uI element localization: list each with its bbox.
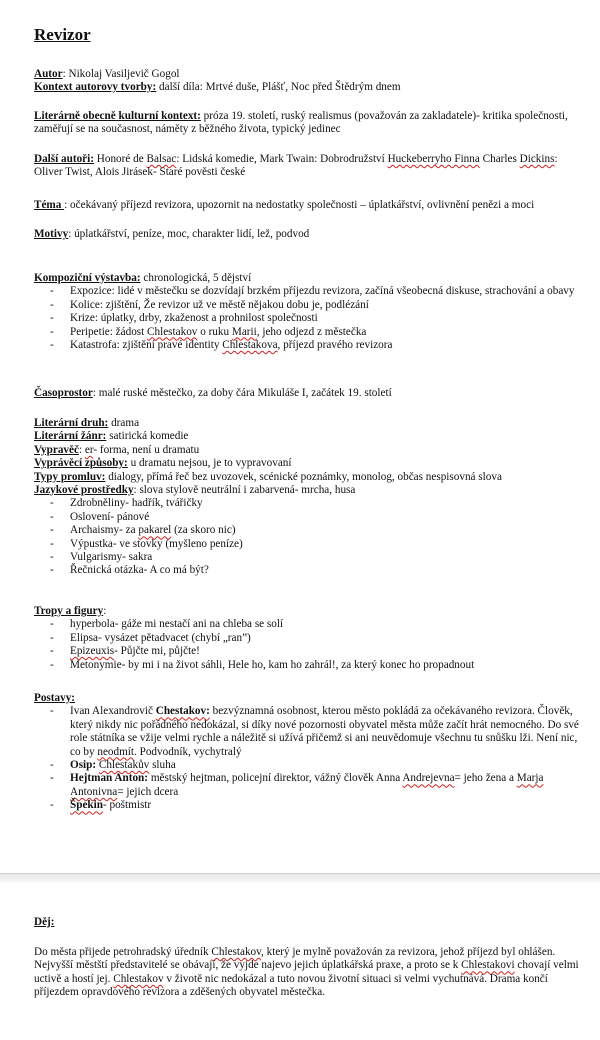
spelling-flag: Chlestakov (113, 972, 164, 985)
text-run: Řečnická otázka- A co má být? (70, 564, 209, 577)
list-item (34, 339, 586, 352)
spelling-flag: Chlestakova (222, 339, 278, 352)
spelling-flag: Chlestakovi (461, 959, 515, 972)
postavy-line (34, 692, 586, 705)
text-run: = jejich dcera (117, 785, 179, 798)
text-run: Krize: úplatky, drby, zkaženost a prohnilost společnosti (70, 312, 318, 325)
dej-label: Děj: (34, 916, 55, 928)
promluv-line (34, 471, 586, 484)
text-run: sluha (149, 759, 176, 772)
druh-label: Literární druh: (34, 417, 109, 429)
dalsi-autori-paragraph (34, 153, 586, 180)
tropy-label: Tropy a figury (34, 605, 104, 617)
list-item (34, 524, 586, 537)
text-run: Archaismy- za (70, 524, 139, 537)
literary-info-section (34, 417, 586, 578)
text-run: - forma, není u dramatu (93, 443, 200, 456)
list-item (34, 659, 586, 672)
text-run: bezvýznamná osobnost, kterou město pokládá za očekávaného revizora. Člověk, který nikdy nic pořádného nedokázal, si díky nové pozornosti obyvatel města může začít hrát nemocného. Do své role státníka se vžije velmi rychle a náležitě si užívá přičemž si ani neuvědomuje všechnu tu snůšku lži. Není nic, co by (70, 705, 579, 758)
tropy-section (34, 605, 586, 672)
page-title: Revizor (34, 25, 91, 44)
vypravec-label: Vypravěč (34, 443, 79, 456)
text-run: Katastrofa: zjištění pravé identity (70, 339, 223, 352)
casoprostor-label: Časoprostor (34, 387, 93, 399)
jazykove-value: : slova stylově neutrální i zabarvená- mrcha, husa (133, 484, 356, 497)
text-run: Zdrobněliny- hadřík, tvářičky (70, 497, 203, 510)
list-item (34, 538, 586, 551)
motivy-line (34, 228, 586, 241)
text-run: Ivan Alexandrovič (70, 705, 156, 718)
list-item (34, 632, 586, 645)
zpusoby-label: Vyprávěcí způsoby: (34, 457, 128, 470)
text-run: v životě nic nedokázal a tuto novou životní situaci si velmi vychutnává. Drama končí příjezdem opravdového revizora a zděšených obyvatel městečka. (34, 972, 548, 999)
tropy-list (34, 618, 586, 672)
zpusoby-line (34, 457, 586, 470)
list-item (34, 618, 586, 631)
character-name: Osip: (70, 759, 99, 772)
character-hejtman (34, 772, 586, 799)
text-run: , který je mylně považován za revizora, jehož příjezd byl ohlášen. Nejvyšší městští představitelé se obávají, že vyjde najevo jejich úplatkářská praxe, a proto se k (34, 946, 556, 972)
text-run: - Půjčte mi, půjčte! (114, 645, 200, 658)
spelling-flag: Andrejevna (402, 772, 455, 785)
tropy-line (34, 605, 586, 618)
character-spekin (34, 799, 586, 812)
character-name: Hejtman Anton: (70, 772, 149, 785)
druh-line (34, 417, 586, 430)
lit-kontext-value: próza 19. století, ruský realismus (považován za zakladatele)- kritika společnosti, zaměřují se na současnost, náměty z běžného života, typický jedinec (34, 110, 568, 136)
list-item (34, 551, 586, 564)
text-run: - poštmistr (102, 799, 152, 812)
zanr-line (34, 430, 586, 443)
list-item (34, 285, 586, 298)
jazykove-line (34, 484, 586, 497)
list-item (34, 497, 586, 510)
jazykove-label: Jazykové prostředky (34, 484, 134, 497)
druh-value: drama (108, 417, 140, 429)
tropy-value: : (103, 605, 107, 617)
spelling-flag: Marja Antonivna (70, 772, 544, 798)
list-item (34, 312, 586, 325)
dalsi-autori-label: Další autoři: (34, 153, 94, 165)
text-run: Expozice: lidé v městečku se dozvídají brzkém příjezdu revizora, začíná všeobecná diskuse, strachování a obavy (70, 285, 575, 298)
motivy-label: Motivy (34, 228, 69, 240)
autor-value: : Nikolaj Vasiljevič Gogol (62, 68, 180, 80)
character-chlestakov (34, 705, 586, 759)
kompozicni-list (34, 285, 586, 352)
text-run: , jeho odjezd z městečka (256, 325, 367, 338)
tema-paragraph (34, 199, 586, 212)
spelling-flag: Chlestakův (98, 759, 150, 772)
spelling-flag: neodmít (97, 745, 135, 758)
text-run: Vulgarismy- sakra (70, 551, 153, 564)
promluv-value: dialogy, přímá řeč bez uvozovek, scénické poznámky, monolog, občas nespisovná slova (105, 470, 502, 483)
spelling-flag: Chlestakov (211, 946, 262, 958)
text-run: městský hejtman, policejní direktor, vážný člověk Anna (148, 772, 403, 785)
list-item (34, 511, 586, 524)
postavy-label: Postavy: (34, 692, 76, 704)
lit-kontext-label: Literárně obecně kulturní kontext: (34, 110, 201, 122)
kompozicni-line (34, 272, 586, 285)
text-run: (za skoro nic) (171, 524, 236, 537)
spelling-flag: Huckeberryho Finna (387, 153, 480, 165)
spelling-flag: er (84, 443, 94, 456)
text-run: Metonymie- by mi i na život sáhli, Hele ho, kam ho zahrál!, za který konec ho propadnout (70, 658, 475, 671)
tema-label: Téma (34, 199, 65, 211)
text-run: Výpustka- ve stovky (myšleno peníze) (70, 537, 243, 550)
list-item (34, 645, 586, 658)
autor-label: Autor (34, 68, 63, 80)
casoprostor-value: : malé ruské městečko, za doby čára Mikuláše I, začátek 19. století (92, 387, 392, 399)
text-run: Kolice: zjištění, Že revizor už ve městě nějakou dobu je, podlézání (70, 298, 369, 311)
text-run: = jeho žena a (454, 772, 517, 785)
text-run: Charles (479, 153, 520, 165)
text-run: : Oliver Twist, Alois Jirásek- Staré pověsti české (34, 153, 558, 179)
text-run: Oslovení- pánové (70, 510, 150, 523)
zanr-label: Literární žánr: (34, 430, 107, 443)
motivy-value: : úplatkářství, peníze, moc, charakter lidí, lež, podvod (68, 228, 310, 240)
text-run: : (78, 443, 85, 456)
vypravec-line (34, 444, 586, 457)
list-item (34, 299, 586, 312)
postavy-list (34, 705, 586, 812)
text-run: hyperbola- gáže mi nestačí ani na chleba se solí (70, 618, 284, 631)
dej-heading (34, 916, 586, 929)
page-break (0, 873, 600, 882)
list-item (34, 326, 586, 339)
text-run: Honoré de (93, 153, 147, 165)
autor-line (34, 68, 586, 81)
zpusoby-value: u dramatu nejsou, je to vypravovaní (127, 457, 292, 470)
text-run: Peripetie: žádost (70, 325, 148, 338)
text-run: o ruku (197, 325, 232, 338)
spelling-flag: Balsac (146, 153, 177, 165)
spelling-flag: Dickins (519, 153, 555, 165)
kontext-autor-line (34, 81, 586, 94)
kontext-autor-value: další díla: Mrtvé duše, Plášť, Noc před Štědrým dnem (156, 81, 401, 93)
list-item (34, 564, 586, 577)
promluv-label: Typy promluv: (34, 470, 106, 483)
spelling-flag: Marii (231, 325, 257, 338)
zanr-value: satirická komedie (106, 430, 189, 443)
dej-paragraph (34, 946, 586, 1000)
kompozicni-label: Kompoziční výstavba: (34, 272, 141, 284)
postavy-section (34, 692, 586, 813)
text-run: : Lidská komedie, Mark Twain: Dobrodružství (176, 153, 388, 165)
character-name: Špekin (70, 799, 103, 812)
kompozicni-value: chronologická, 5 dějství (140, 272, 252, 284)
spelling-flag: Epizeuxis (70, 645, 115, 658)
text-run: chovají velmi uctivě a hostí jej. (34, 959, 579, 985)
kontext-autor-label: Kontext autorovy tvorby: (34, 81, 157, 93)
lit-kontext-paragraph (34, 110, 586, 137)
casoprostor-line (34, 387, 586, 400)
text-run: Elipsa- vysázet pětadvacet (chybí „ran”) (70, 631, 251, 644)
spelling-flag: Chlestakov (147, 325, 198, 338)
character-name: Chestakov: (155, 705, 210, 718)
jazykove-list (34, 497, 586, 577)
kompozicni-section (34, 272, 586, 352)
character-osip (34, 759, 586, 772)
text-run: . Podvodník, vychytralý (134, 745, 242, 758)
text-run: Do města přijede petrohradský úředník (34, 946, 212, 958)
text-run: , příjezd pravého revizora (277, 339, 393, 352)
tema-value: : očekávaný příjezd revizora, upozornit na nedostatky společnosti – úplatkářství, ovlivnění penězi a moci (64, 199, 535, 211)
spelling-flag: pakarel (138, 524, 172, 537)
